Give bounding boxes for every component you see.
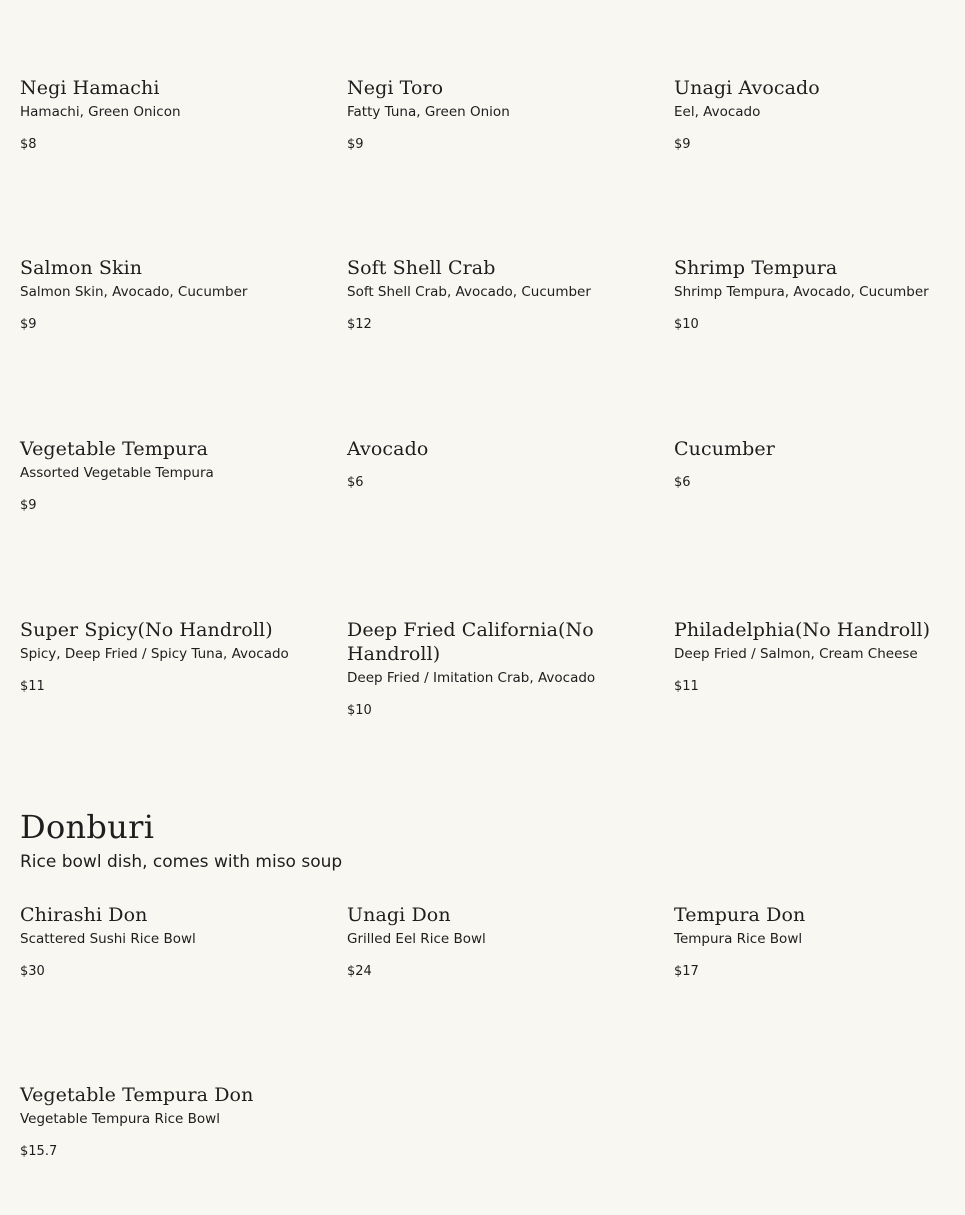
menu-item <box>674 76 965 155</box>
item-price: $8 <box>20 137 37 152</box>
item-name: Avocado <box>347 438 429 460</box>
item-price: $9 <box>20 317 37 332</box>
item-price: $11 <box>20 679 45 694</box>
item-name: Super Spicy(No Handroll) <box>20 619 273 641</box>
item-price: $10 <box>674 317 699 332</box>
item-description: Grilled Eel Rice Bowl <box>347 931 486 947</box>
item-description: Salmon Skin, Avocado, Cucumber <box>20 284 248 300</box>
item-price: $10 <box>347 703 372 718</box>
item-name: Unagi Avocado <box>674 77 820 99</box>
item-name: Shrimp Tempura <box>674 257 838 279</box>
item-price: $9 <box>674 137 691 152</box>
item-name: Vegetable Tempura <box>20 438 209 460</box>
menu-item <box>674 437 965 516</box>
item-description: Soft Shell Crab, Avocado, Cucumber <box>347 284 591 300</box>
item-price: $6 <box>674 475 691 490</box>
item-price: $24 <box>347 964 372 979</box>
item-name: Negi Toro <box>347 77 444 99</box>
item-description: Assorted Vegetable Tempura <box>20 465 214 481</box>
item-price: $12 <box>347 317 372 332</box>
item-name: Vegetable Tempura Don <box>20 1084 254 1106</box>
menu-item <box>347 76 674 155</box>
item-price: $15.7 <box>20 1144 58 1159</box>
item-description: Deep Fried / Imitation Crab, Avocado <box>347 670 596 686</box>
item-description: Deep Fried / Salmon, Cream Cheese <box>674 646 918 662</box>
item-price: $9 <box>347 137 364 152</box>
menu-row <box>20 618 965 721</box>
menu-item <box>674 618 965 721</box>
menu-item <box>20 618 347 721</box>
item-name: Soft Shell Crab <box>347 257 496 279</box>
menu-item <box>20 437 347 516</box>
menu-item <box>674 256 965 335</box>
menu-item <box>347 903 674 982</box>
item-price: $11 <box>674 679 699 694</box>
menu-item <box>674 903 965 982</box>
item-name: Salmon Skin <box>20 257 143 279</box>
section-title: Donburi <box>20 808 155 846</box>
item-name: Chirashi Don <box>20 904 148 926</box>
menu-item <box>20 76 347 155</box>
item-name: Philadelphia(No Handroll) <box>674 619 931 641</box>
menu-item <box>347 618 674 721</box>
item-description: Shrimp Tempura, Avocado, Cucumber <box>674 284 929 300</box>
item-name: Deep Fried California(No Handroll) <box>347 619 594 665</box>
item-description: Vegetable Tempura Rice Bowl <box>20 1111 220 1127</box>
item-description: Fatty Tuna, Green Onion <box>347 104 510 120</box>
item-price: $9 <box>20 498 37 513</box>
item-description: Spicy, Deep Fried / Spicy Tuna, Avocado <box>20 646 289 662</box>
menu-row <box>20 76 965 155</box>
menu-row <box>20 256 965 335</box>
menu-item <box>347 256 674 335</box>
item-name: Unagi Don <box>347 904 451 926</box>
item-name: Tempura Don <box>674 904 806 926</box>
menu-item <box>347 437 674 516</box>
item-name: Negi Hamachi <box>20 77 160 99</box>
section-subtitle: Rice bowl dish, comes with miso soup <box>20 852 343 872</box>
item-price: $17 <box>674 964 699 979</box>
item-description: Hamachi, Green Onicon <box>20 104 181 120</box>
menu-row <box>20 437 965 516</box>
item-name: Cucumber <box>674 438 775 460</box>
item-description: Scattered Sushi Rice Bowl <box>20 931 196 947</box>
item-price: $6 <box>347 475 364 490</box>
item-description: Eel, Avocado <box>674 104 761 120</box>
menu-row <box>20 903 965 982</box>
menu-item <box>20 1083 347 1162</box>
menu-item <box>20 256 347 335</box>
item-price: $30 <box>20 964 45 979</box>
menu-row <box>20 1083 965 1162</box>
menu-item <box>20 903 347 982</box>
item-description: Tempura Rice Bowl <box>674 931 803 947</box>
